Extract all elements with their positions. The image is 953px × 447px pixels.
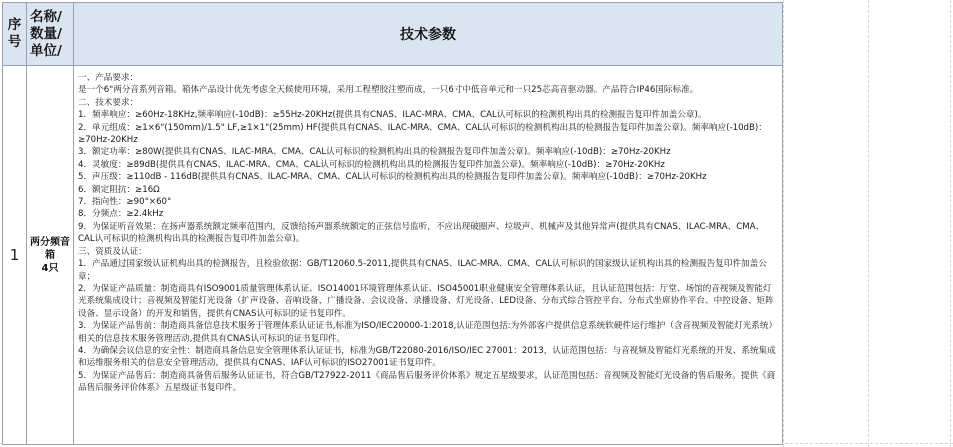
param-line: 4．灵敏度：≥89dB(提供具有CNAS、ILAC-MRA、CMA、CAL认可标识的检测机构出具的检测报告复印件加盖公章)。频率响应(-10dB)：≥70Hz-20KHz bbox=[78, 159, 665, 170]
param-line: 4．为确保会议信息的安全性：制造商具备信息安全管理体系认证证书，标准为GB/T22080-2016/ISO/IEC 27001：2013，认证范围包括：与音视频及智能灯光系统的开发、系统集成和运维服务相关的信息安全管理活动，提供具有CNAS、IAF认可标识的ISO27001证书复印件。 bbox=[78, 345, 776, 369]
header-seq-label: 序号 bbox=[7, 17, 22, 50]
param-text bbox=[74, 66, 782, 395]
name-cell[interactable] bbox=[27, 66, 74, 445]
param-line: 三、资质及认证： bbox=[78, 246, 147, 257]
param-line: 5．为保证产品售后：制造商具备售后服务认证证书，符合GB/T27922-2011《商品售后服务评价体系》规定五星级要求，认证范围包括：音视频及智能灯光设备的售后服务。提供《商品售后服务评价体系》五星级证书复印件。 bbox=[78, 370, 776, 394]
param-line: 二、技术要求： bbox=[78, 97, 139, 108]
header-name-label: 名称/数量/单位/ bbox=[30, 8, 62, 59]
table-row bbox=[3, 66, 783, 445]
param-line: 2．单元组成：≥1×6"(150mm)/1.5" LF,≥1×1"(25mm) HF(提供具有CNAS、ILAC-MRA、CMA、CAL认可标识的检测机构出具的检测报告复印件加盖公章)。频率响应(-10dB)：≥70Hz-20KHz bbox=[78, 122, 767, 146]
header-seq-cell[interactable] bbox=[3, 3, 27, 66]
grid-line bbox=[950, 0, 951, 447]
param-line: 1．频率响应：≥60Hz-18KHz,频率响应(-10dB)：≥55Hz-20KHz(提供具有CNAS、ILAC-MRA、CMA、CAL认可标识的检测机构出具的检测报告复印件加盖公章)。 bbox=[78, 110, 707, 121]
header-param-cell[interactable] bbox=[74, 3, 783, 66]
param-line: 2．为保证产品质量：制造商具有ISO9001质量管理体系认证、ISO14001环境管理体系认证、ISO45001职业健康安全管理体系认证，且认证范围包括：厅堂、场馆的音视频及智能灯光系统集成设计；音视频及智能灯光设备（扩声设备、音响设备、广播设备、会议设备、录播设备、灯光设备、LED设备、分布式综合管控平台、分布式坐席协作平台、中控设备、矩阵设备、显示设备）的开发和销售，提供有CNAS认可标识的证书复印件。 bbox=[78, 283, 774, 319]
param-line: 一、产品要求： bbox=[78, 73, 139, 83]
seq-cell[interactable] bbox=[3, 66, 27, 445]
header-param-label: 技术参数 bbox=[400, 27, 456, 43]
seq-value: 1 bbox=[9, 246, 20, 264]
param-line: 3．额定功率：≥80W(提供具有CNAS、ILAC-MRA、CMA、CAL认可标识的检测机构出具的检测报告复印件加盖公章)。频率响应(-10dB)：≥70Hz-20KHz bbox=[78, 147, 671, 158]
param-line: 是一个6"两分音系列音箱。箱体产品设计优先考虑全天候使用环境，采用工程塑胶注塑而成，一只6寸中低音单元和一只25芯高音驱动器。产品符合IP46国际标准。 bbox=[78, 85, 699, 96]
param-line: 7．指向性：≥90°×60° bbox=[78, 197, 172, 208]
header-name-cell[interactable] bbox=[27, 3, 74, 66]
qty-line: 4只 bbox=[41, 262, 59, 274]
param-line: 8．分频点：≥2.4kHz bbox=[78, 209, 164, 220]
param-line: 1．产品通过国家级认证机构出具的检测报告，且检验依据：GB/T12060.5-2011,提供具有CNAS、ILAC-MRA、CMA、CAL认可标识的国家级认证机构出具的检测报告复印件加盖公章； bbox=[78, 259, 767, 282]
param-cell[interactable] bbox=[74, 66, 783, 445]
param-line: 6．额定阻抗：≥16Ω bbox=[78, 184, 160, 195]
spec-table bbox=[2, 2, 783, 445]
param-line: 3．为保证产品售前：制造商具备信息技术服务于管理体系认证证书,标准为ISO/IEC20000-1:2018,认证范围包括:为外部客户提供信息系统软硬件运行维护（含音视频及智能灯光系统）相关的信息技术服务管理活动,提供具有CNAS认可标识的证书复印件。 bbox=[78, 321, 778, 344]
param-line: 9．为保证听音效果：在扬声器系统额定频率范围内，反馈给扬声器系统额定的正弦信号监听，不应出现破圈声、垃圾声、机械声及其他异常声(提供具有CNAS、ILAC-MRA、CMA、CAL认可标识的检测机构出具的检测报告复印件加盖公章)。 bbox=[78, 221, 765, 245]
grid-line bbox=[783, 0, 784, 447]
grid-line bbox=[868, 0, 869, 447]
name-line: 两分频音箱 bbox=[30, 236, 70, 261]
header-row bbox=[3, 3, 783, 66]
param-line: 5．声压级：≥110dB - 116dB(提供具有CNAS、ILAC-MRA、CMA、CAL认可标识的检测机构出具的检测报告复印件加盖公章)。频率响应(-10dB)：≥70Hz-20KHz bbox=[78, 172, 707, 183]
